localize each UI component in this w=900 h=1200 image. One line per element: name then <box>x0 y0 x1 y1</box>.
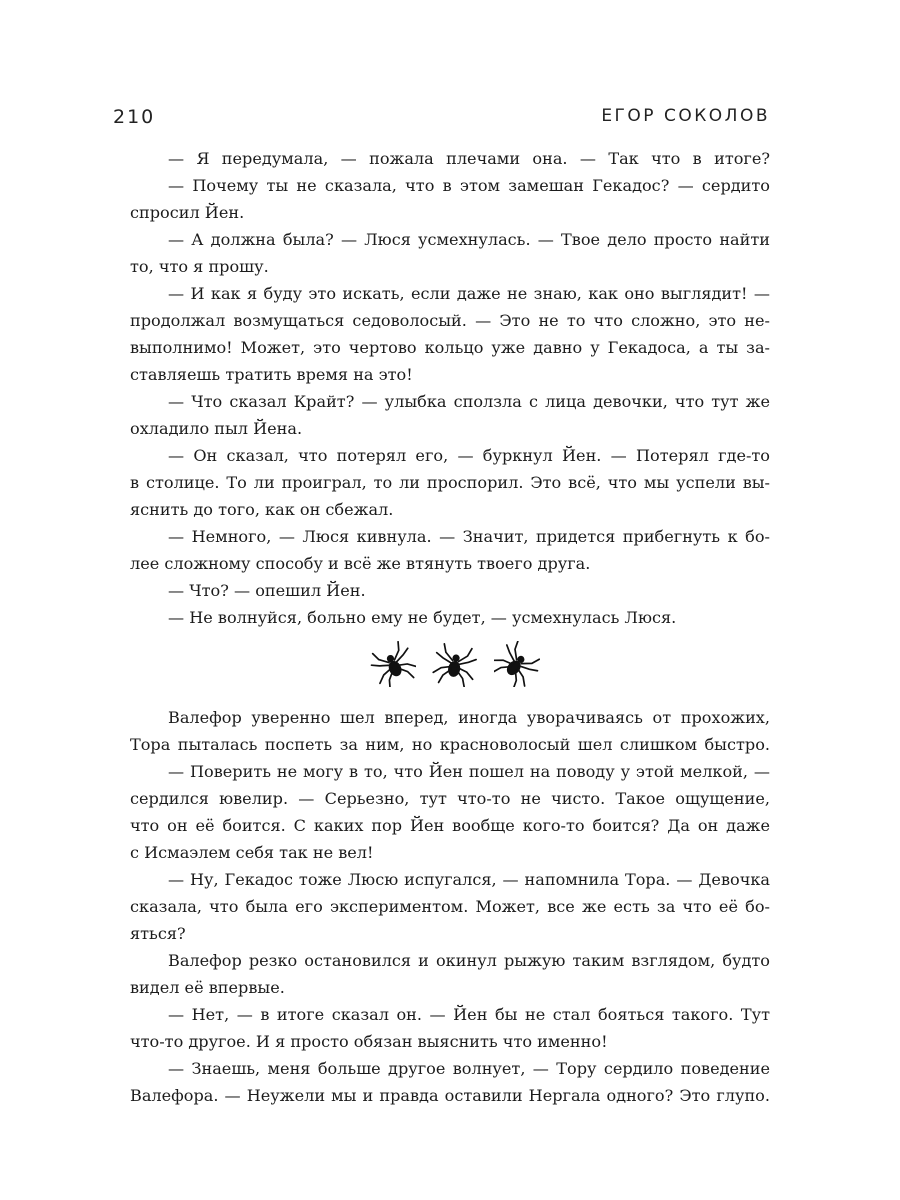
text-line: — Знаешь, меня больше другое волнует, — Тору сердило поведение <box>168 1059 770 1078</box>
text-line: — И как я буду это искать, если даже не знаю, как оно выглядит! — <box>168 284 770 303</box>
text-line: сказала, что была его экспериментом. Может, все же есть за что её бо- <box>130 897 770 916</box>
text-line: что-то другое. И я просто обязан выяснить что именно! <box>130 1032 608 1051</box>
text-line: — Что сказал Крайт? — улыбка сползла с лица девочки, что тут же <box>168 392 770 411</box>
text-line: яснить до того, как он сбежал. <box>130 500 394 519</box>
text-line: — Я передумала, — пожала плечами она. — Так что в итоге? <box>168 149 770 168</box>
section-divider <box>370 640 540 688</box>
text-line: охладило пыл Йена. <box>130 419 303 438</box>
text-line: — Почему ты не сказала, что в этом замешан Гекадос? — сердито <box>168 176 770 195</box>
text-line: выполнимо! Может, это чертово кольцо уже давно у Гекадоса, а ты за- <box>130 338 770 357</box>
spider-icon <box>432 641 478 687</box>
text-line: — Ну, Гекадос тоже Люсю испугался, — напомнила Тора. — Девочка <box>168 870 770 889</box>
text-line: яться? <box>130 924 186 943</box>
text-line: продолжал возмущаться седоволосый. — Это не то что сложно, это не- <box>130 311 770 330</box>
text-line: видел её впервые. <box>130 978 285 997</box>
text-line: сердился ювелир. — Серьезно, тут что-то не чисто. Такое ощущение, <box>130 789 770 808</box>
spider-icon <box>494 641 540 687</box>
page-number: 210 <box>113 106 156 128</box>
text-line: — Нет, — в итоге сказал он. — Йен бы не стал бояться такого. Тут <box>168 1005 770 1024</box>
text-line: — Немного, — Люся кивнула. — Значит, придется прибегнуть к бо- <box>168 527 770 546</box>
spider-icon <box>370 641 416 687</box>
text-line: — А должна была? — Люся усмехнулась. — Твое дело просто найти <box>168 230 770 249</box>
text-section-2 <box>130 704 770 1109</box>
text-line: Валефора. — Неужели мы и правда оставили Нергала одного? Это глупо. <box>130 1086 770 1105</box>
text-line: ставляешь тратить время на это! <box>130 365 413 384</box>
text-line: — Поверить не могу в то, что Йен пошел на поводу у этой мелкой, — <box>168 762 770 781</box>
text-line: спросил Йен. <box>130 203 245 222</box>
text-line: что он её боится. С каких пор Йен вообще кого-то боится? Да он даже <box>130 816 770 835</box>
text-section-1 <box>130 145 770 631</box>
text-line: — Он сказал, что потерял его, — буркнул Йен. — Потерял где-то <box>168 446 770 465</box>
text-line: — Не волнуйся, больно ему не будет, — усмехнулась Люся. <box>168 608 677 627</box>
text-line: в столице. То ли проиграл, то ли проспорил. Это всё, что мы успели вы- <box>130 473 770 492</box>
text-line: Валефор резко остановился и окинул рыжую таким взглядом, будто <box>168 951 770 970</box>
running-head-author: ЕГОР СОКОЛОВ <box>601 106 770 126</box>
text-line: Валефор уверенно шел вперед, иногда уворачиваясь от прохожих, <box>168 708 770 727</box>
text-line: то, что я прошу. <box>130 257 269 276</box>
text-line: Тора пыталась поспеть за ним, но красноволосый шел слишком быстро. <box>130 735 770 754</box>
text-line: лее сложному способу и всё же втянуть твоего друга. <box>130 554 591 573</box>
text-line: с Исмаэлем себя так не вел! <box>130 843 374 862</box>
text-line: — Что? — опешил Йен. <box>168 581 366 600</box>
